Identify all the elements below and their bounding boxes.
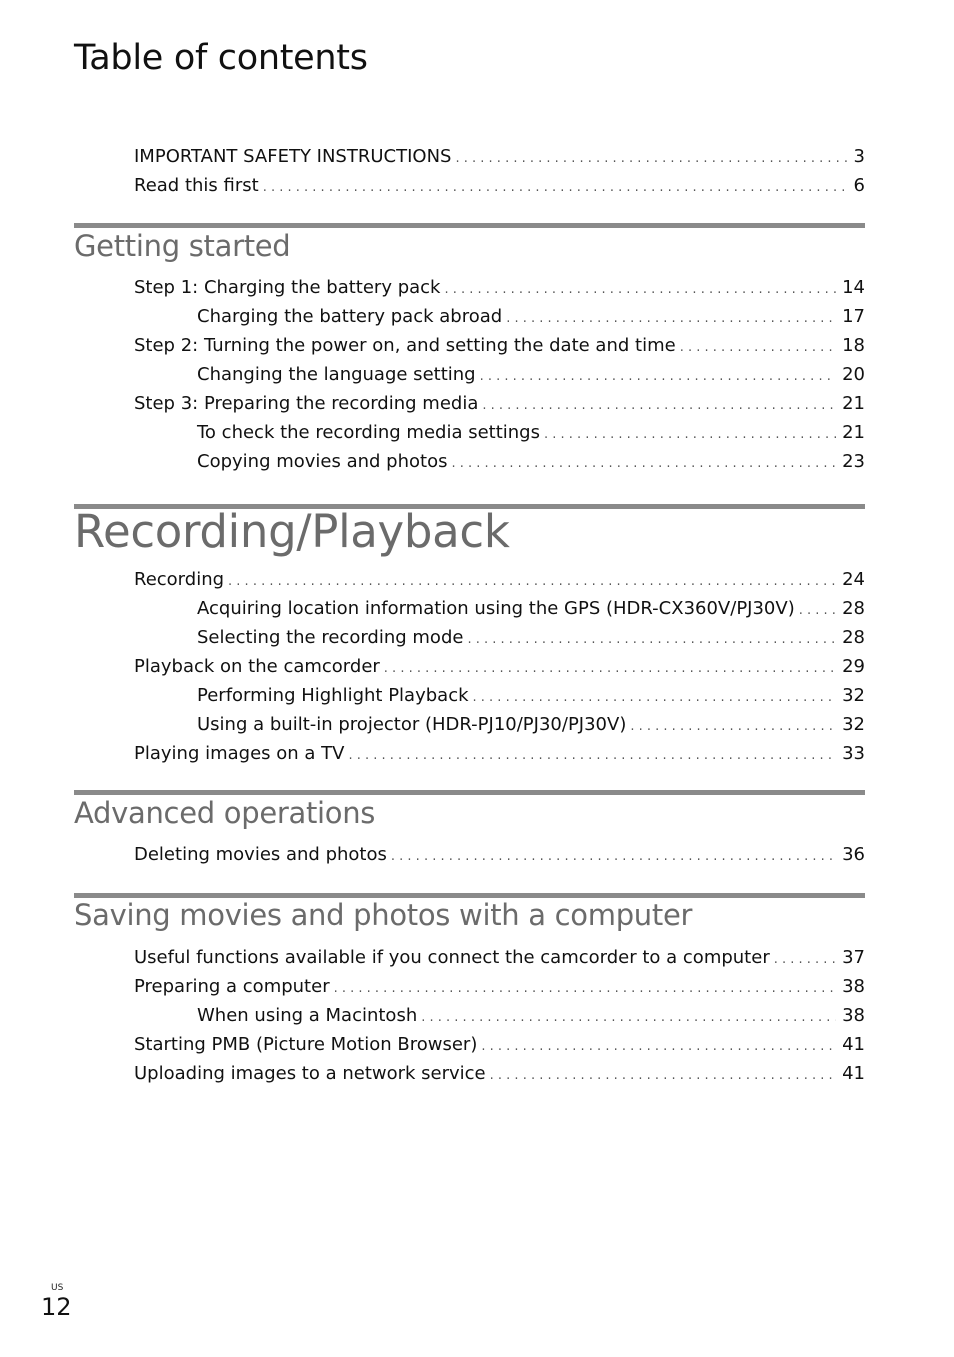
toc-entry-label: Step 2: Turning the power on, and setting the date and time — [134, 335, 676, 356]
toc-entry[interactable] — [0, 681, 865, 710]
section-divider — [74, 790, 865, 795]
toc-entry[interactable] — [0, 142, 865, 171]
toc-entry-label: Step 1: Charging the battery pack — [134, 277, 441, 298]
toc-entry-label: Step 3: Preparing the recording media — [134, 393, 479, 414]
toc-entry-label: Uploading images to a network service — [134, 1063, 486, 1084]
dot-leader — [774, 945, 836, 974]
dot-leader — [630, 712, 836, 741]
footer-region-code: US — [51, 1283, 64, 1293]
dot-leader — [482, 391, 836, 420]
toc-entry-page: 37 — [842, 947, 865, 968]
toc-entry-page: 28 — [842, 598, 865, 619]
footer-page-number: 12 — [41, 1293, 72, 1321]
toc-entry[interactable] — [0, 360, 865, 389]
toc-entry[interactable] — [0, 943, 865, 972]
toc-entry-label: Copying movies and photos — [197, 451, 448, 472]
toc-entry-label: Recording — [134, 569, 225, 590]
toc-entry-label: Read this first — [134, 175, 259, 196]
dot-leader — [384, 654, 836, 683]
dot-leader — [391, 842, 836, 871]
toc-entry[interactable] — [0, 623, 865, 652]
section-divider — [74, 223, 865, 228]
page-title: Table of contents — [74, 38, 368, 78]
toc-entry[interactable] — [0, 447, 865, 476]
toc-entry[interactable] — [0, 273, 865, 302]
dot-leader — [444, 275, 836, 304]
toc-entry-page: 38 — [842, 976, 865, 997]
toc-entry-page: 6 — [853, 175, 865, 196]
toc-entry-page: 32 — [842, 685, 865, 706]
toc-entry-page: 24 — [842, 569, 865, 590]
toc-entry[interactable] — [0, 565, 865, 594]
toc-entry-label: Playing images on a TV — [134, 743, 345, 764]
section-title-saving-movies: Saving movies and photos with a computer — [74, 898, 693, 932]
dot-leader — [455, 144, 847, 173]
section-title-getting-started: Getting started — [74, 229, 291, 263]
toc-entry-label: Changing the language setting — [197, 364, 476, 385]
toc-entry[interactable] — [0, 1030, 865, 1059]
dot-leader — [228, 567, 836, 596]
toc-entry[interactable] — [0, 302, 865, 331]
toc-entry[interactable] — [0, 652, 865, 681]
toc-entry-page: 20 — [842, 364, 865, 385]
dot-leader — [473, 683, 837, 712]
toc-entry[interactable] — [0, 840, 865, 869]
toc-entry-label: Using a built-in projector (HDR-PJ10/PJ30/PJ30V) — [197, 714, 627, 735]
toc-entry-page: 29 — [842, 656, 865, 677]
dot-leader — [334, 974, 837, 1003]
toc-entry-page: 3 — [853, 146, 865, 167]
toc-entry-label: Playback on the camcorder — [134, 656, 380, 677]
dot-leader — [680, 333, 836, 362]
toc-entry-page: 38 — [842, 1005, 865, 1026]
toc-entry-page: 23 — [842, 451, 865, 472]
toc-entry[interactable] — [0, 331, 865, 360]
toc-entry[interactable] — [0, 171, 865, 200]
toc-entry-page: 21 — [842, 393, 865, 414]
toc-entry-page: 32 — [842, 714, 865, 735]
dot-leader — [421, 1003, 836, 1032]
dot-leader — [544, 420, 836, 449]
toc-entry-page: 36 — [842, 844, 865, 865]
toc-entry-page: 33 — [842, 743, 865, 764]
dot-leader — [799, 596, 836, 625]
dot-leader — [467, 625, 836, 654]
section-list-saving-movies — [0, 943, 954, 1088]
dot-leader — [506, 304, 836, 333]
front-matter-list — [0, 142, 954, 200]
toc-entry-page: 14 — [842, 277, 865, 298]
toc-entry-label: IMPORTANT SAFETY INSTRUCTIONS — [134, 146, 452, 167]
section-list-advanced-operations — [0, 840, 954, 869]
toc-entry-label: Performing Highlight Playback — [197, 685, 469, 706]
toc-entry[interactable] — [0, 594, 865, 623]
dot-leader — [451, 449, 836, 478]
toc-entry-page: 21 — [842, 422, 865, 443]
dot-leader — [481, 1032, 836, 1061]
toc-entry[interactable] — [0, 418, 865, 447]
toc-entry-page: 18 — [842, 335, 865, 356]
toc-entry-label: To check the recording media settings — [197, 422, 540, 443]
toc-entry-label: Acquiring location information using the GPS (HDR-CX360V/PJ30V) — [197, 598, 795, 619]
toc-entry-page: 28 — [842, 627, 865, 648]
toc-entry-label: When using a Macintosh — [197, 1005, 418, 1026]
toc-entry[interactable] — [0, 972, 865, 1001]
toc-entry-label: Useful functions available if you connect the camcorder to a computer — [134, 947, 770, 968]
dot-leader — [480, 362, 837, 391]
toc-entry-page: 41 — [842, 1063, 865, 1084]
toc-entry[interactable] — [0, 739, 865, 768]
dot-leader — [263, 173, 848, 202]
toc-entry[interactable] — [0, 389, 865, 418]
dot-leader — [348, 741, 836, 770]
section-list-getting-started — [0, 273, 954, 476]
section-title-advanced-operations: Advanced operations — [74, 796, 376, 830]
section-title-recording-playback: Recording/Playback — [74, 505, 510, 558]
toc-entry-page: 41 — [842, 1034, 865, 1055]
toc-entry-label: Starting PMB (Picture Motion Browser) — [134, 1034, 478, 1055]
toc-entry-label: Deleting movies and photos — [134, 844, 387, 865]
toc-entry[interactable] — [0, 710, 865, 739]
toc-entry-label: Preparing a computer — [134, 976, 330, 997]
toc-entry-page: 17 — [842, 306, 865, 327]
toc-entry[interactable] — [0, 1059, 865, 1088]
toc-entry-label: Charging the battery pack abroad — [197, 306, 503, 327]
toc-entry-label: Selecting the recording mode — [197, 627, 464, 648]
section-list-recording-playback — [0, 565, 954, 768]
dot-leader — [490, 1061, 836, 1090]
toc-entry[interactable] — [0, 1001, 865, 1030]
